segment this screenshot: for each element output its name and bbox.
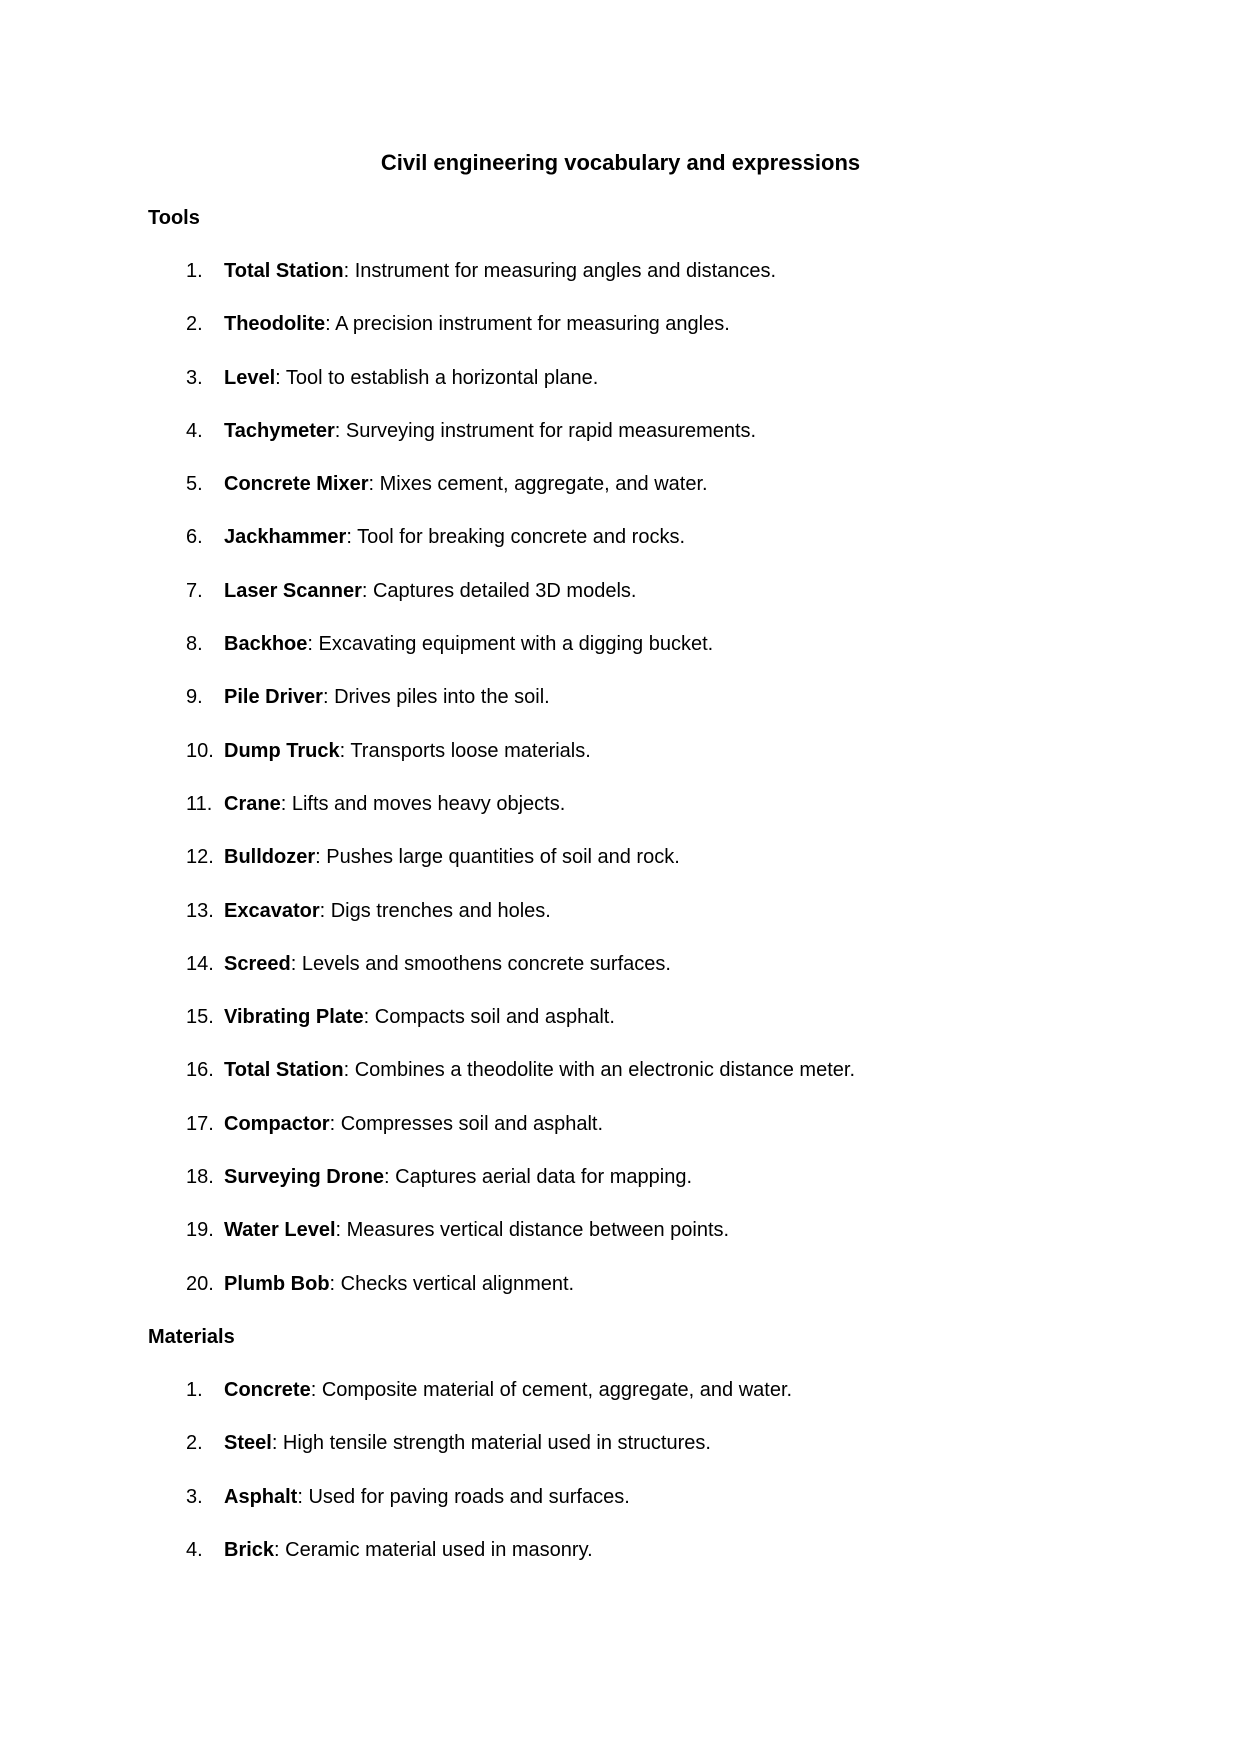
- list-item-text: [224, 523, 685, 551]
- list-item: [0, 897, 1241, 950]
- list-item-number: 3.: [186, 1485, 203, 1508]
- list-item-number: 9.: [186, 686, 203, 709]
- list-item-text: [224, 1110, 603, 1138]
- vocabulary-term: Backhoe: [224, 633, 308, 656]
- vocabulary-term: Concrete Mixer: [224, 473, 369, 496]
- list-item: [0, 470, 1241, 523]
- vocabulary-term: Concrete: [224, 1379, 311, 1401]
- list-item-number: 13.: [186, 899, 214, 922]
- vocabulary-term: Excavator: [224, 899, 320, 922]
- section-heading-materials: Materials: [148, 1326, 235, 1348]
- vocabulary-term: Pile Driver: [224, 686, 323, 709]
- list-item-text: [224, 1270, 574, 1298]
- vocabulary-definition: : Tool for breaking concrete and rocks.: [346, 526, 686, 549]
- list-item-text: [224, 257, 776, 285]
- vocabulary-term: Brick: [224, 1538, 275, 1561]
- vocabulary-definition: : Transports loose materials.: [339, 739, 591, 762]
- list-item: [0, 1216, 1241, 1269]
- list-item: [0, 790, 1241, 843]
- list-item-text: [224, 630, 713, 658]
- vocabulary-definition: : Captures aerial data for mapping.: [384, 1166, 692, 1189]
- list-item: [0, 1536, 1241, 1589]
- list-item-text: [224, 1429, 711, 1457]
- list-item-number: 15.: [186, 1006, 214, 1029]
- list-item: [0, 950, 1241, 1003]
- list-item-text: [224, 417, 756, 445]
- list-item: [0, 310, 1241, 363]
- list-item: [0, 577, 1241, 630]
- list-item-number: 14.: [186, 952, 214, 975]
- list-item-text: [224, 1376, 792, 1404]
- list-item: [0, 843, 1241, 896]
- list-item-text: [224, 1536, 593, 1564]
- list-item: [0, 630, 1241, 683]
- list-item: [0, 1163, 1241, 1216]
- vocabulary-definition: : Lifts and moves heavy objects.: [280, 792, 566, 815]
- vocabulary-term: Water Level: [224, 1219, 336, 1242]
- vocabulary-term: Surveying Drone: [224, 1166, 385, 1189]
- list-item-number: 7.: [186, 579, 203, 602]
- list-item: [0, 1056, 1241, 1109]
- list-item-number: 19.: [186, 1219, 214, 1242]
- vocabulary-definition: : Drives piles into the soil.: [322, 686, 550, 709]
- vocabulary-term: Crane: [224, 792, 281, 815]
- vocabulary-term: Bulldozer: [224, 846, 316, 869]
- tools-list: [0, 257, 1241, 1323]
- vocabulary-term: Plumb Bob: [224, 1272, 330, 1295]
- list-item: [0, 1270, 1241, 1323]
- list-item-text: [224, 1483, 630, 1511]
- vocabulary-definition: : Levels and smoothens concrete surfaces.: [290, 952, 671, 975]
- list-item-text: [224, 1056, 855, 1084]
- list-item: [0, 417, 1241, 470]
- list-item-number: 3.: [186, 366, 203, 389]
- list-item-number: 4.: [186, 1538, 203, 1561]
- vocabulary-definition: : Surveying instrument for rapid measurements.: [334, 419, 757, 442]
- list-item-number: 12.: [186, 846, 214, 869]
- vocabulary-term: Level: [224, 366, 276, 389]
- materials-list: [0, 1376, 1241, 1589]
- vocabulary-definition: : Instrument for measuring angles and distances.: [343, 260, 777, 282]
- list-item-number: 20.: [186, 1272, 214, 1295]
- vocabulary-definition: : Checks vertical alignment.: [329, 1272, 575, 1295]
- list-item-text: [224, 310, 730, 338]
- vocabulary-term: Vibrating Plate: [224, 1006, 364, 1029]
- list-item-text: [224, 790, 565, 818]
- list-item: [0, 737, 1241, 790]
- vocabulary-definition: : Pushes large quantities of soil and rock.: [315, 846, 680, 869]
- vocabulary-term: Total Station: [224, 1059, 344, 1082]
- list-item: [0, 1110, 1241, 1163]
- vocabulary-definition: : A precision instrument for measuring angles.: [325, 313, 730, 336]
- list-item-number: 18.: [186, 1166, 214, 1189]
- list-item: [0, 1003, 1241, 1056]
- vocabulary-term: Asphalt: [224, 1485, 298, 1508]
- list-item-text: [224, 1216, 729, 1244]
- list-item-number: 8.: [186, 633, 203, 656]
- list-item-text: [224, 1003, 615, 1031]
- vocabulary-term: Theodolite: [224, 313, 326, 336]
- list-item: [0, 257, 1241, 310]
- vocabulary-definition: : Combines a theodolite with an electronic distance meter.: [343, 1059, 856, 1082]
- section-heading-tools: Tools: [148, 207, 200, 229]
- vocabulary-definition: : Digs trenches and holes.: [319, 899, 551, 922]
- list-item-text: [224, 1163, 692, 1191]
- list-item: [0, 1483, 1241, 1536]
- list-item-number: 4.: [186, 419, 203, 442]
- vocabulary-definition: : Tool to establish a horizontal plane.: [275, 366, 599, 389]
- list-item-number: 11.: [186, 792, 213, 815]
- vocabulary-term: Dump Truck: [224, 739, 340, 762]
- list-item-text: [224, 364, 598, 392]
- list-item: [0, 364, 1241, 417]
- vocabulary-term: Compactor: [224, 1112, 330, 1135]
- list-item-text: [224, 683, 550, 711]
- vocabulary-definition: : Compresses soil and asphalt.: [329, 1112, 604, 1135]
- list-item-number: 1.: [186, 260, 203, 282]
- vocabulary-definition: : Composite material of cement, aggregate, and water.: [310, 1379, 793, 1401]
- vocabulary-term: Screed: [224, 952, 291, 975]
- list-item-text: [224, 843, 680, 871]
- vocabulary-term: Tachymeter: [224, 419, 335, 442]
- vocabulary-definition: : Compacts soil and asphalt.: [363, 1006, 615, 1029]
- list-item-text: [224, 737, 591, 765]
- list-item-text: [224, 950, 671, 978]
- vocabulary-term: Jackhammer: [224, 526, 347, 549]
- list-item-number: 1.: [186, 1379, 203, 1401]
- vocabulary-definition: : Measures vertical distance between points.: [335, 1219, 730, 1242]
- list-item: [0, 523, 1241, 576]
- list-item: [0, 1429, 1241, 1482]
- list-item-number: 16.: [186, 1059, 214, 1082]
- list-item-number: 2.: [186, 313, 203, 336]
- vocabulary-term: Total Station: [224, 260, 344, 282]
- vocabulary-term: Laser Scanner: [224, 579, 362, 602]
- vocabulary-term: Steel: [224, 1432, 272, 1455]
- list-item: [0, 683, 1241, 736]
- vocabulary-definition: : Ceramic material used in masonry.: [274, 1538, 593, 1561]
- page-title: Civil engineering vocabulary and expressions: [380, 150, 861, 175]
- list-item-text: [224, 470, 708, 498]
- vocabulary-definition: : Captures detailed 3D models.: [361, 579, 637, 602]
- list-item: [0, 1376, 1241, 1429]
- list-item-number: 2.: [186, 1432, 203, 1455]
- vocabulary-definition: : Excavating equipment with a digging bucket.: [307, 633, 714, 656]
- list-item-number: 10.: [186, 739, 214, 762]
- list-item-number: 17.: [186, 1112, 214, 1135]
- list-item-text: [224, 577, 636, 605]
- vocabulary-definition: : High tensile strength material used in structures.: [271, 1432, 711, 1455]
- list-item-text: [224, 897, 551, 925]
- list-item-number: 6.: [186, 526, 203, 549]
- list-item-number: 5.: [186, 473, 203, 496]
- vocabulary-definition: : Used for paving roads and surfaces.: [297, 1485, 630, 1508]
- vocabulary-definition: : Mixes cement, aggregate, and water.: [368, 473, 708, 496]
